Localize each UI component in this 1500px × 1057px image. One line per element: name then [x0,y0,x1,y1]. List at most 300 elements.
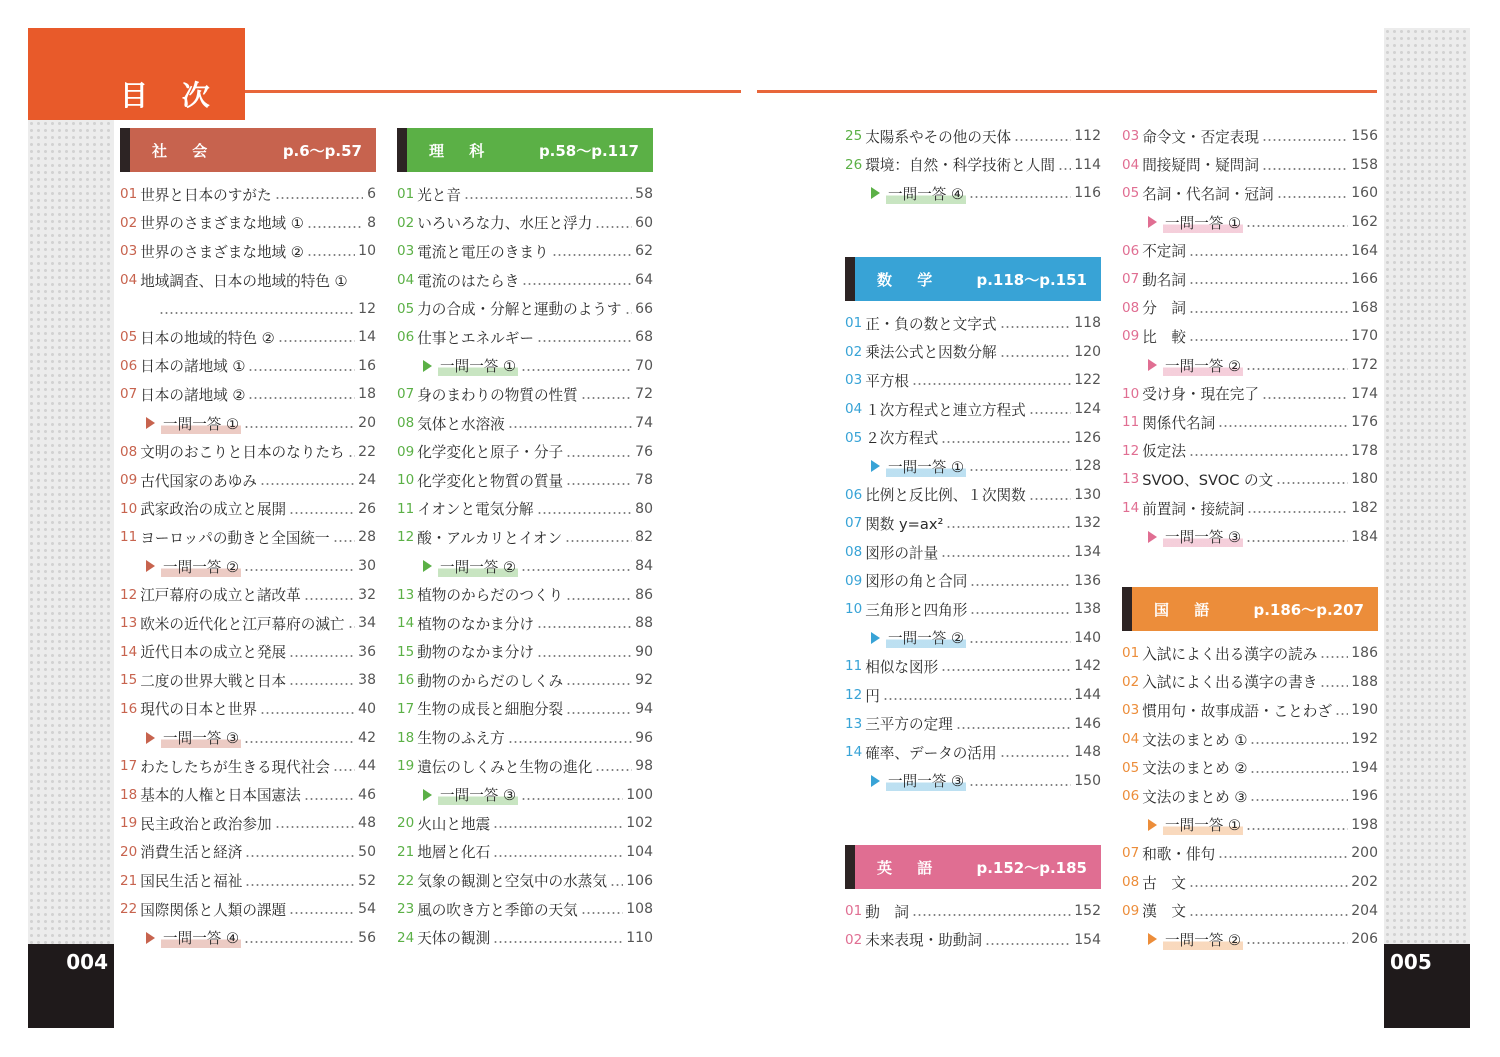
entry-page: 50 [358,843,376,860]
entry-page: 108 [626,901,653,918]
toc-entry[interactable] [1122,294,1378,323]
section-page-range: p.118〜p.151 [976,270,1087,289]
entry-number: 04 [120,272,138,289]
quiz-entry[interactable] [845,624,1101,653]
toc-entry[interactable] [1122,265,1378,294]
toc-entry[interactable] [120,666,376,695]
toc-entry[interactable] [845,566,1101,595]
entry-number: 06 [120,357,138,374]
entry-number: 20 [397,815,415,832]
quiz-entry[interactable] [845,767,1101,796]
dot-leader [941,659,1071,673]
toc-entry[interactable] [1122,753,1378,782]
entry-title: 分 詞 [1142,300,1186,318]
toc-entry[interactable] [1122,639,1378,668]
entry-title: 遺伝のしくみと生物の進化 [417,758,593,776]
entry-number: 02 [845,343,863,360]
toc-entry[interactable] [120,237,376,266]
toc-entry[interactable] [397,580,653,609]
dot-leader [1000,316,1072,330]
entry-title: 日本の地域的特色 ② [140,329,275,347]
toc-entry[interactable] [397,809,653,838]
entry-page: 152 [1074,903,1101,920]
dot-leader [610,874,623,888]
entry-title: 民主政治と政治参加 [140,815,272,833]
section-page-range: p.186〜p.207 [1253,600,1364,619]
entry-title: 三角形と四角形 [865,601,968,619]
entry-title: 火山と地震 [417,815,491,833]
dot-leader [464,187,632,201]
dot-leader [244,731,355,745]
dot-leader [969,186,1071,200]
toc-entry[interactable] [397,380,653,409]
quiz-entry[interactable] [1122,811,1378,840]
entry-page: 34 [358,615,376,632]
toc-entry[interactable] [845,681,1101,710]
entry-number: 07 [1122,271,1140,288]
entry-page: 48 [358,815,376,832]
entry-number: 10 [397,472,415,489]
dot-leader [1189,272,1348,286]
dot-leader [566,473,632,487]
section-name: 理 科 [429,141,495,160]
dot-leader [1189,444,1348,458]
toc-entry[interactable] [845,709,1101,738]
entry-number: 02 [1122,673,1140,690]
entry-number: 02 [845,931,863,948]
dot-leader [1277,186,1349,200]
entry-title: 地域調査、日本の地域的特色 ① [140,272,348,290]
toc-entry[interactable] [1122,782,1378,811]
quiz-entry[interactable] [845,179,1101,208]
section-rika-continued [845,122,1101,208]
toc-entry[interactable] [1122,668,1378,697]
toc-entry[interactable] [845,926,1101,955]
triangle-bullet-icon [146,932,155,944]
quiz-entry[interactable] [120,552,376,581]
dot-leader [248,387,355,401]
toc-entry[interactable] [397,695,653,724]
triangle-bullet-icon [871,775,880,787]
toc-entry[interactable] [120,323,376,352]
entry-page: 114 [1074,156,1101,173]
entry-title: 文法のまとめ ① [1142,731,1248,749]
toc-entry[interactable] [845,652,1101,681]
entry-title: イオンと電気分解 [417,501,534,519]
entry-page: 14 [358,329,376,346]
entry-title: 入試によく出る漢字の書き [1142,674,1318,692]
toc-entry[interactable] [120,695,376,724]
entry-title: 関数 y=ax² [865,515,944,533]
entry-page: 86 [635,586,653,603]
dot-leader [278,330,356,344]
toc-entry[interactable] [397,838,653,867]
entry-number: 12 [397,529,415,546]
section-name: 数 学 [877,270,943,289]
toc-entry[interactable] [397,923,653,952]
dot-leader [625,302,633,316]
dot-leader [493,845,623,859]
toc-entry[interactable] [397,294,653,323]
entry-page: 124 [1074,401,1101,418]
toc-entry[interactable] [1122,725,1378,754]
triangle-bullet-icon [871,632,880,644]
entry-page: 176 [1351,414,1378,431]
toc-entry[interactable] [845,309,1101,338]
toc-entry[interactable] [1122,896,1378,925]
entry-number: 02 [120,214,138,231]
entry-page: 196 [1351,788,1378,805]
entry-page: 174 [1351,385,1378,402]
toc-entry[interactable] [397,266,653,295]
dot-leader [1276,472,1348,486]
section-header [1122,587,1378,631]
entry-page: 180 [1351,471,1378,488]
dot-leader [307,244,355,258]
toc-entry[interactable] [120,180,376,209]
dot-leader [1246,530,1348,544]
quiz-entry[interactable] [1122,522,1378,551]
toc-entry[interactable] [120,294,376,323]
dot-leader [537,330,632,344]
entry-number: 19 [397,758,415,775]
dot-leader [1000,345,1072,359]
entry-number: 02 [397,214,415,231]
dot-leader [1320,646,1348,660]
toc-entry[interactable] [845,897,1101,926]
toc-entry[interactable] [397,466,653,495]
entry-page: 44 [358,758,376,775]
dot-leader [1014,129,1071,143]
entry-page: 54 [358,901,376,918]
toc-entry[interactable] [397,237,653,266]
toc-entry[interactable] [120,523,376,552]
entry-page: 194 [1351,759,1378,776]
toc-entry[interactable] [845,423,1101,452]
toc-entry[interactable] [120,809,376,838]
entry-number: 01 [397,186,415,203]
toc-entry[interactable] [1122,322,1378,351]
dot-leader [508,416,632,430]
entry-number: 17 [120,758,138,775]
entry-page: 192 [1351,731,1378,748]
dot-leader [289,673,355,687]
toc-entry[interactable] [120,266,376,295]
toc-entry[interactable] [397,866,653,895]
entry-title: 天体の観測 [417,930,491,948]
entry-title: 正・負の数と文字式 [865,315,997,333]
quiz-entry[interactable] [1122,925,1378,954]
toc-entry[interactable] [120,437,376,466]
quiz-entry[interactable] [1122,351,1378,380]
entry-title: 電流と電圧のきまり [417,243,549,261]
entry-page: 190 [1351,702,1378,719]
toc-entry[interactable] [397,666,653,695]
entry-number: 03 [1122,702,1140,719]
dot-leader [1189,904,1348,918]
toc-entry[interactable] [120,866,376,895]
entry-page: 8 [367,214,376,231]
toc-entry[interactable] [845,395,1101,424]
entry-number: 12 [845,687,863,704]
toc-entry[interactable] [845,538,1101,567]
entry-title: 地層と化石 [417,844,491,862]
entry-title: 一問一答 ② [886,627,966,648]
entry-page: 90 [635,643,653,660]
toc-entry[interactable] [397,409,653,438]
entry-page: 102 [626,815,653,832]
entry-title: わたしたちが生きる現代社会 [140,758,330,776]
toc-entry[interactable] [120,780,376,809]
entry-page: 74 [635,415,653,432]
quiz-entry[interactable] [397,552,653,581]
entry-number: 05 [120,329,138,346]
entry-number: 08 [120,443,138,460]
entry-page: 58 [635,186,653,203]
toc-entry[interactable] [397,752,653,781]
quiz-entry[interactable] [1122,208,1378,237]
entry-number: 23 [397,901,415,918]
entry-page: 104 [626,843,653,860]
toc-entry[interactable] [120,466,376,495]
toc-entry[interactable] [845,738,1101,767]
toc-entry[interactable] [120,752,376,781]
entry-title: 酸・アルカリとイオン [417,529,563,547]
dot-leader [1250,789,1348,803]
entry-title: ヨーロッパの動きと全国統一 [140,529,330,547]
entry-number: 10 [845,601,863,618]
entry-page: 20 [358,415,376,432]
entry-title: 不定詞 [1142,243,1186,261]
entry-title: 二度の世界大戦と日本 [140,672,287,690]
toc-entry[interactable] [845,481,1101,510]
toc-entry[interactable] [397,723,653,752]
entry-number: 08 [1122,299,1140,316]
toc-entry[interactable] [120,352,376,381]
section-page-range: p.6〜p.57 [282,141,362,160]
entry-page: 136 [1074,572,1101,589]
entry-number: 22 [397,872,415,889]
entry-page: 32 [358,586,376,603]
entry-page: 38 [358,672,376,689]
dot-leader [552,244,633,258]
entry-number: 14 [845,744,863,761]
toc-entry[interactable] [1122,408,1378,437]
toc-entry[interactable] [120,609,376,638]
entry-page: 182 [1351,500,1378,517]
entry-title: 生物のふえ方 [417,730,505,748]
entry-title: 風の吹き方と季節の天気 [417,901,578,919]
entry-number: 03 [1122,128,1140,145]
right-margin-pattern [1384,28,1470,1028]
entry-number: 12 [120,586,138,603]
entry-title: 植物のからだのつくり [417,587,564,605]
dot-leader [333,759,355,773]
toc-entry[interactable] [397,523,653,552]
entry-title: 仮定法 [1142,443,1186,461]
section-eigo [845,845,1101,954]
entry-page: 78 [635,472,653,489]
entry-number: 08 [397,415,415,432]
entry-number: 14 [1122,500,1140,517]
entry-number: 24 [397,929,415,946]
dot-leader [581,902,624,916]
toc-entry[interactable] [397,209,653,238]
entry-title: いろいろな力、水圧と浮力 [417,215,593,233]
entry-title: 力の合成・分解と運動のようす [417,301,622,319]
toc-entry[interactable] [1122,868,1378,897]
toc-entry[interactable] [1122,179,1378,208]
entry-page: 40 [358,700,376,717]
entry-title: 一問一答 ① [1163,212,1243,233]
entry-title: 太陽系やその他の天体 [865,128,1012,146]
entry-number: 18 [397,729,415,746]
toc-entry[interactable] [1122,696,1378,725]
entry-number: 08 [1122,874,1140,891]
header-rule-right [757,90,1377,93]
entry-title: 一問一答 ① [886,456,966,477]
entry-title: 消費生活と経済 [140,844,243,862]
toc-entry[interactable] [120,380,376,409]
entry-title: 比例と反比例、１次関数 [865,487,1026,505]
toc-entry[interactable] [845,509,1101,538]
entry-number: 03 [397,243,415,260]
section-name: 国 語 [1154,600,1220,619]
section-page-range: p.58〜p.117 [538,141,639,160]
entry-number: 22 [120,901,138,918]
toc-entry[interactable] [397,609,653,638]
quiz-entry[interactable] [120,723,376,752]
dot-leader [970,574,1071,588]
entry-number: 14 [397,615,415,632]
entry-page: 146 [1074,715,1101,732]
dot-leader [1247,501,1348,515]
entry-page: 56 [358,929,376,946]
toc-entry[interactable] [397,638,653,667]
entry-title: 一問一答 ① [438,355,518,376]
toc-entry[interactable] [1122,122,1378,151]
entry-number: 03 [845,372,863,389]
dot-leader [941,431,1071,445]
toc-entry[interactable] [845,122,1101,151]
toc-entry[interactable] [1122,494,1378,523]
dot-leader [1189,244,1348,258]
entry-page: 172 [1351,357,1378,374]
entry-title: 文明のおこりと日本のなりたち [140,444,345,462]
triangle-bullet-icon [871,460,880,472]
entry-number: 09 [1122,328,1140,345]
entry-page: 110 [626,929,653,946]
entry-page: 6 [367,186,376,203]
entry-title: 一問一答 ④ [886,183,966,204]
entry-title: 気象の観測と空気中の水蒸気 [417,873,607,891]
dot-leader [304,588,355,602]
quiz-entry[interactable] [845,452,1101,481]
dot-leader [1246,358,1348,372]
toc-entry[interactable] [120,638,376,667]
toc-entry[interactable] [1122,437,1378,466]
toc-entry[interactable] [397,437,653,466]
dot-leader [289,645,355,659]
entry-page: 126 [1074,429,1101,446]
entry-number: 01 [120,186,138,203]
toc-entry[interactable] [397,895,653,924]
toc-entry[interactable] [397,495,653,524]
dot-leader [1320,675,1348,689]
entry-number: 10 [1122,385,1140,402]
entry-page: 188 [1351,673,1378,690]
entry-number: 11 [120,529,138,546]
entry-title: 一問一答 ② [161,556,241,577]
entry-page: 42 [358,729,376,746]
quiz-entry[interactable] [120,409,376,438]
left-margin-pattern [28,120,114,1028]
entry-title: SVOO、SVOC の文 [1142,471,1274,489]
entry-page: 164 [1351,242,1378,259]
toc-entry[interactable] [120,895,376,924]
toc-entry[interactable] [845,338,1101,367]
entry-title: 身のまわりの物質の性質 [417,386,578,404]
entry-page: 72 [635,386,653,403]
toc-entry[interactable] [397,180,653,209]
entry-page: 88 [635,615,653,632]
entry-page: 186 [1351,645,1378,662]
entry-page: 160 [1351,185,1378,202]
entry-title: 現代の日本と世界 [140,701,257,719]
entry-title: 生物の成長と細胞分裂 [417,701,564,719]
entry-page: 62 [635,243,653,260]
dot-leader [1189,301,1348,315]
toc-entry[interactable] [120,838,376,867]
toc-entry[interactable] [1122,379,1378,408]
toc-entry[interactable] [845,595,1101,624]
toc-entry[interactable] [1122,839,1378,868]
entry-number: 07 [120,386,138,403]
quiz-entry[interactable] [397,780,653,809]
quiz-entry[interactable] [397,352,653,381]
dot-leader [244,931,355,945]
dot-leader [275,187,363,201]
toc-entry[interactable] [120,495,376,524]
entry-number: 05 [1122,759,1140,776]
entry-title: 一問一答 ② [1163,929,1243,950]
triangle-bullet-icon [423,560,432,572]
dot-leader [307,216,363,230]
quiz-entry[interactable] [120,923,376,952]
toc-entry[interactable] [845,151,1101,180]
entry-page: 30 [358,558,376,575]
entry-page: 154 [1074,931,1101,948]
toc-entry[interactable] [120,209,376,238]
toc-entry[interactable] [845,366,1101,395]
toc-entry[interactable] [120,580,376,609]
dot-leader [566,588,632,602]
toc-entry[interactable] [1122,465,1378,494]
toc-entry[interactable] [1122,151,1378,180]
entry-number: 05 [397,300,415,317]
toc-entry[interactable] [397,323,653,352]
entry-page: 28 [358,529,376,546]
dot-leader [1029,488,1072,502]
dot-leader [521,788,623,802]
toc-entry[interactable] [1122,236,1378,265]
entry-number: 07 [845,515,863,532]
entry-number: 18 [120,786,138,803]
entry-number: 15 [397,643,415,660]
entry-number: 11 [845,658,863,675]
entry-page: 112 [1074,128,1101,145]
entry-page: 94 [635,700,653,717]
